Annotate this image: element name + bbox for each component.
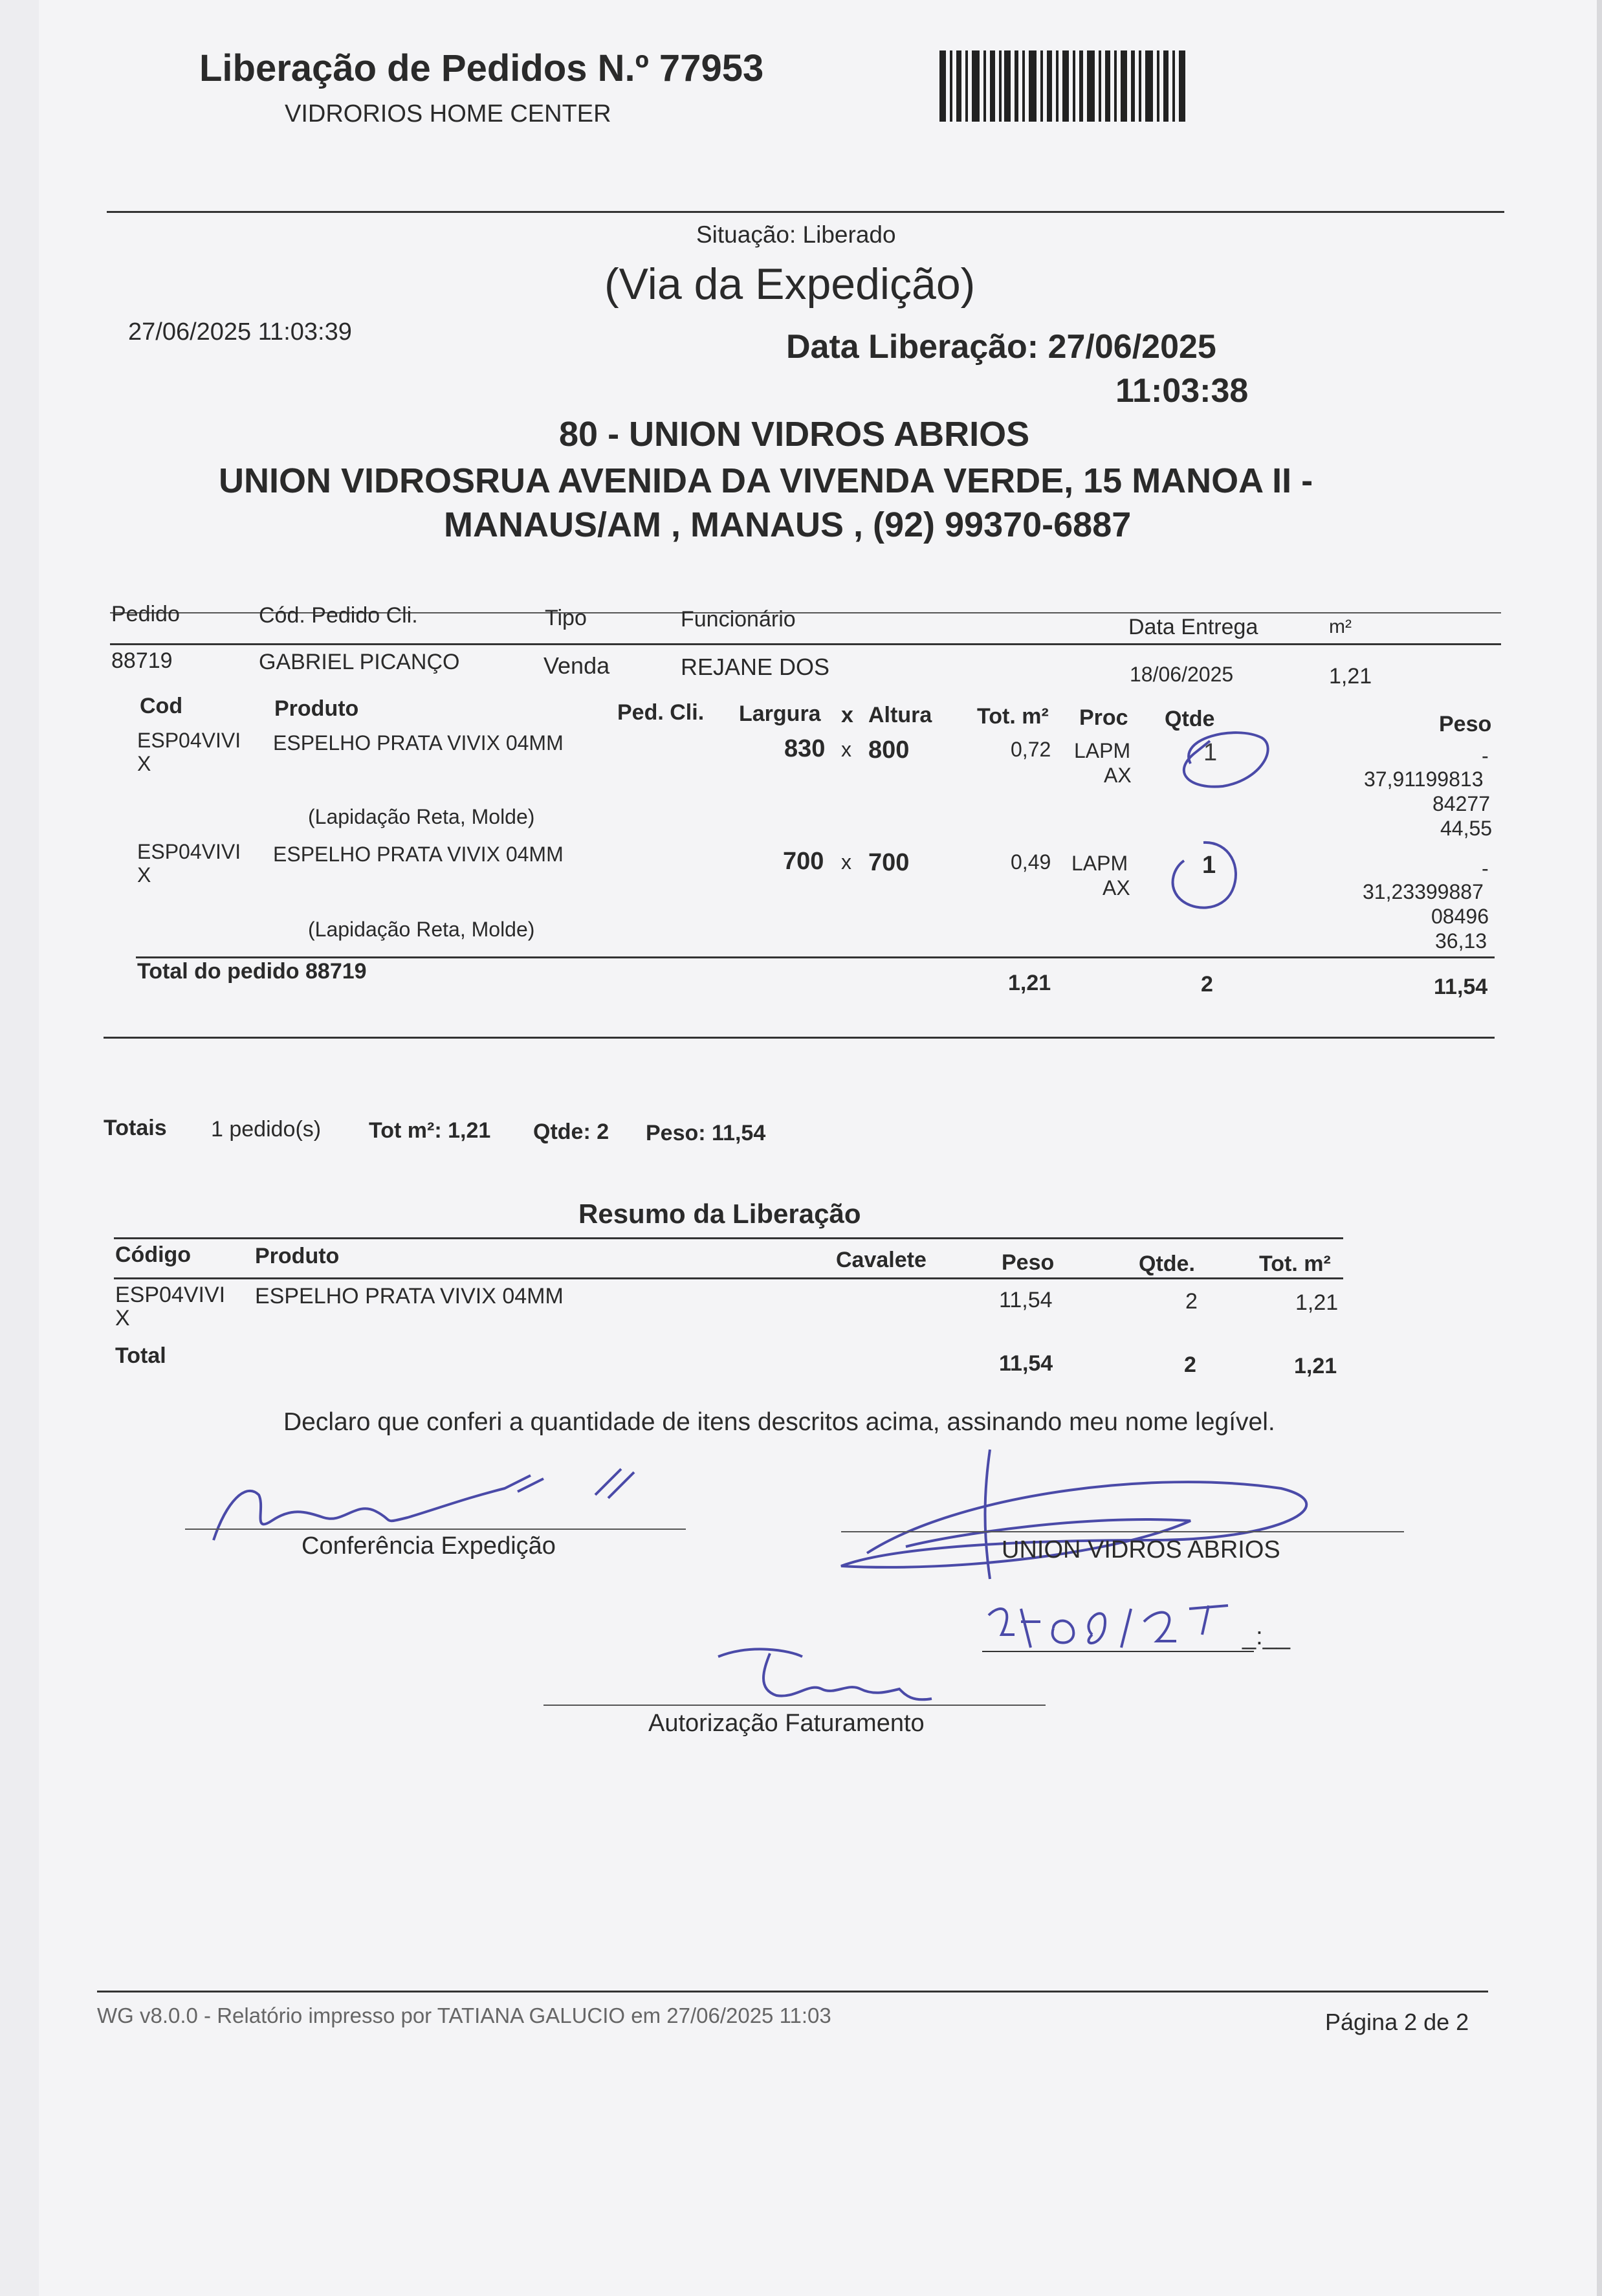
col-funcionario: Funcionário <box>681 607 796 632</box>
item-peso-line1: 37,91199813 <box>1364 767 1484 791</box>
summary-tot-m2: 1,21 <box>1295 1290 1339 1315</box>
item-peso-dash: - <box>1482 744 1489 767</box>
item-qtde: 1 <box>1203 739 1218 766</box>
item-tot-m2: 0,49 <box>1011 850 1051 874</box>
totals-pedidos: 1 pedido(s) <box>211 1117 322 1142</box>
item-obs: (Lapidação Reta, Molde) <box>308 805 535 828</box>
summary-total-peso: 11,54 <box>999 1351 1053 1376</box>
section-divider <box>104 1037 1495 1039</box>
summary-codigo: ESP04VIVI <box>115 1283 226 1307</box>
item-produto: ESPELHO PRATA VIVIX 04MM <box>273 843 564 866</box>
summary-codigo-suffix: X <box>115 1306 130 1330</box>
release-date: Data Liberação: 27/06/2025 <box>786 328 1216 366</box>
items-total-rule <box>136 956 1495 958</box>
items-col-tot-m2: Tot. m² <box>977 704 1049 729</box>
signature-autorizacao <box>712 1644 983 1708</box>
item-peso-line3: 36,13 <box>1435 929 1487 953</box>
header-divider <box>107 211 1504 213</box>
totals-label: Totais <box>104 1116 167 1140</box>
item-largura: 830 <box>784 735 826 762</box>
item-proc-suffix: AX <box>1103 876 1130 900</box>
barcode <box>939 50 1185 122</box>
items-col-altura: Altura <box>868 703 932 727</box>
items-col-cod: Cod <box>140 694 183 718</box>
summary-header-rule <box>114 1277 1343 1279</box>
item-largura: 700 <box>783 848 824 875</box>
item-peso-dash: - <box>1482 857 1489 880</box>
item-proc: LAPM <box>1074 739 1131 762</box>
qty-circle-mark <box>1165 835 1249 919</box>
item-altura: 700 <box>868 849 910 876</box>
qty-circle-mark <box>1165 725 1281 796</box>
status-text: Situação: Liberado <box>696 221 896 248</box>
client-address-line1: UNION VIDROSRUA AVENIDA DA VIVENDA VERDE, 15 MANOA II - <box>219 461 1313 500</box>
release-time: 11:03:38 <box>1115 372 1249 410</box>
totals-qtde: Qtde: 2 <box>533 1120 609 1144</box>
via-title: (Via da Expedição) <box>604 259 976 309</box>
summary-col-peso: Peso <box>1002 1250 1055 1275</box>
item-proc: LAPM <box>1071 852 1128 875</box>
summary-col-codigo: Código <box>115 1242 192 1267</box>
summary-peso: 11,54 <box>999 1288 1053 1312</box>
col-cod-pedido-cli: Cód. Pedido Cli. <box>259 603 418 628</box>
signature-line-autorizacao <box>543 1705 1046 1706</box>
conferencia-label: Conferência Expedição <box>302 1532 556 1560</box>
date-time-placeholder: _:__ <box>1242 1623 1290 1650</box>
col-m2: m² <box>1329 616 1352 637</box>
items-col-ped-cli: Ped. Cli. <box>617 700 705 725</box>
order-total-qtde: 2 <box>1201 972 1213 997</box>
item-cod: ESP04VIVI <box>137 729 241 752</box>
item-x: x <box>841 738 851 761</box>
item-cod-suffix: X <box>137 863 151 887</box>
items-col-peso: Peso <box>1439 712 1492 736</box>
items-col-x: x <box>841 703 853 727</box>
item-qtde: 1 <box>1202 852 1216 879</box>
summary-col-produto: Produto <box>255 1244 340 1268</box>
signature-line-client <box>841 1531 1404 1532</box>
summary-total-tot-m2: 1,21 <box>1294 1354 1337 1378</box>
order-total-m2: 1,21 <box>1008 971 1051 995</box>
item-cod-suffix: X <box>137 752 151 775</box>
item-proc-suffix: AX <box>1104 764 1132 787</box>
item-cod: ESP04VIVI <box>137 840 241 863</box>
order-client-code: GABRIEL PICANÇO <box>259 650 460 674</box>
totals-peso: Peso: 11,54 <box>646 1121 766 1145</box>
col-data-entrega: Data Entrega <box>1128 615 1258 639</box>
item-peso-line3: 44,55 <box>1440 817 1493 840</box>
order-number: 88719 <box>111 648 173 673</box>
print-timestamp: 27/06/2025 11:03:39 <box>128 318 352 346</box>
footer-rule <box>97 1991 1488 1992</box>
order-total-label: Total do pedido 88719 <box>137 959 367 984</box>
col-tipo: Tipo <box>545 606 587 630</box>
order-m2: 1,21 <box>1329 664 1372 689</box>
signature-line-conferencia <box>185 1529 686 1530</box>
summary-qtde: 2 <box>1185 1289 1198 1314</box>
handwritten-date <box>982 1596 1254 1661</box>
item-peso-line2: 84277 <box>1432 792 1490 815</box>
autorizacao-label: Autorização Faturamento <box>648 1710 925 1737</box>
client-signature-label: UNION VIDROS ABRIOS <box>1002 1536 1280 1563</box>
client-name: 80 - UNION VIDROS ABRIOS <box>559 415 1030 454</box>
summary-total-label: Total <box>115 1343 166 1368</box>
order-table-header-rule <box>110 643 1501 645</box>
item-peso-line1: 31,23399887 <box>1363 880 1484 903</box>
items-col-largura: Largura <box>739 701 821 726</box>
order-total-peso: 11,54 <box>1434 975 1488 999</box>
declaration-text: Declaro que conferi a quantidade de itens descritos acima, assinando meu nome legível. <box>283 1408 1275 1436</box>
order-type: Venda <box>543 652 610 679</box>
summary-col-qtde: Qtde. <box>1139 1252 1195 1276</box>
scan-edge <box>0 0 39 2296</box>
items-col-proc: Proc <box>1079 705 1128 730</box>
footer-printed-by: WG v8.0.0 - Relatório impresso por TATIANA GALUCIO em 27/06/2025 11:03 <box>97 2003 831 2027</box>
document-title: Liberação de Pedidos N.º 77953 <box>199 47 764 89</box>
item-altura: 800 <box>868 736 910 764</box>
summary-col-tot-m2: Tot. m² <box>1259 1252 1331 1276</box>
items-col-produto: Produto <box>274 696 359 721</box>
client-address-line2: MANAUS/AM , MANAUS , (92) 99370-6887 <box>444 505 1132 544</box>
totals-m2: Tot m²: 1,21 <box>369 1118 491 1143</box>
col-pedido: Pedido <box>111 602 180 626</box>
summary-col-cavalete: Cavalete <box>836 1248 927 1272</box>
page-number: Página 2 de 2 <box>1325 2009 1469 2035</box>
page-edge <box>1597 0 1602 2296</box>
summary-top-rule <box>114 1237 1343 1239</box>
item-obs: (Lapidação Reta, Molde) <box>308 918 535 941</box>
item-tot-m2: 0,72 <box>1011 738 1051 761</box>
company-name: VIDRORIOS HOME CENTER <box>285 100 611 127</box>
order-delivery-date: 18/06/2025 <box>1130 663 1234 686</box>
summary-total-qtde: 2 <box>1184 1352 1196 1377</box>
summary-produto: ESPELHO PRATA VIVIX 04MM <box>255 1284 564 1308</box>
order-employee: REJANE DOS <box>681 654 830 680</box>
signature-client <box>828 1443 1346 1585</box>
item-x: x <box>841 850 851 874</box>
item-peso-line2: 08496 <box>1431 905 1489 928</box>
items-col-qtde: Qtde <box>1165 707 1215 731</box>
item-produto: ESPELHO PRATA VIVIX 04MM <box>273 731 564 755</box>
summary-title: Resumo da Liberação <box>578 1198 861 1229</box>
